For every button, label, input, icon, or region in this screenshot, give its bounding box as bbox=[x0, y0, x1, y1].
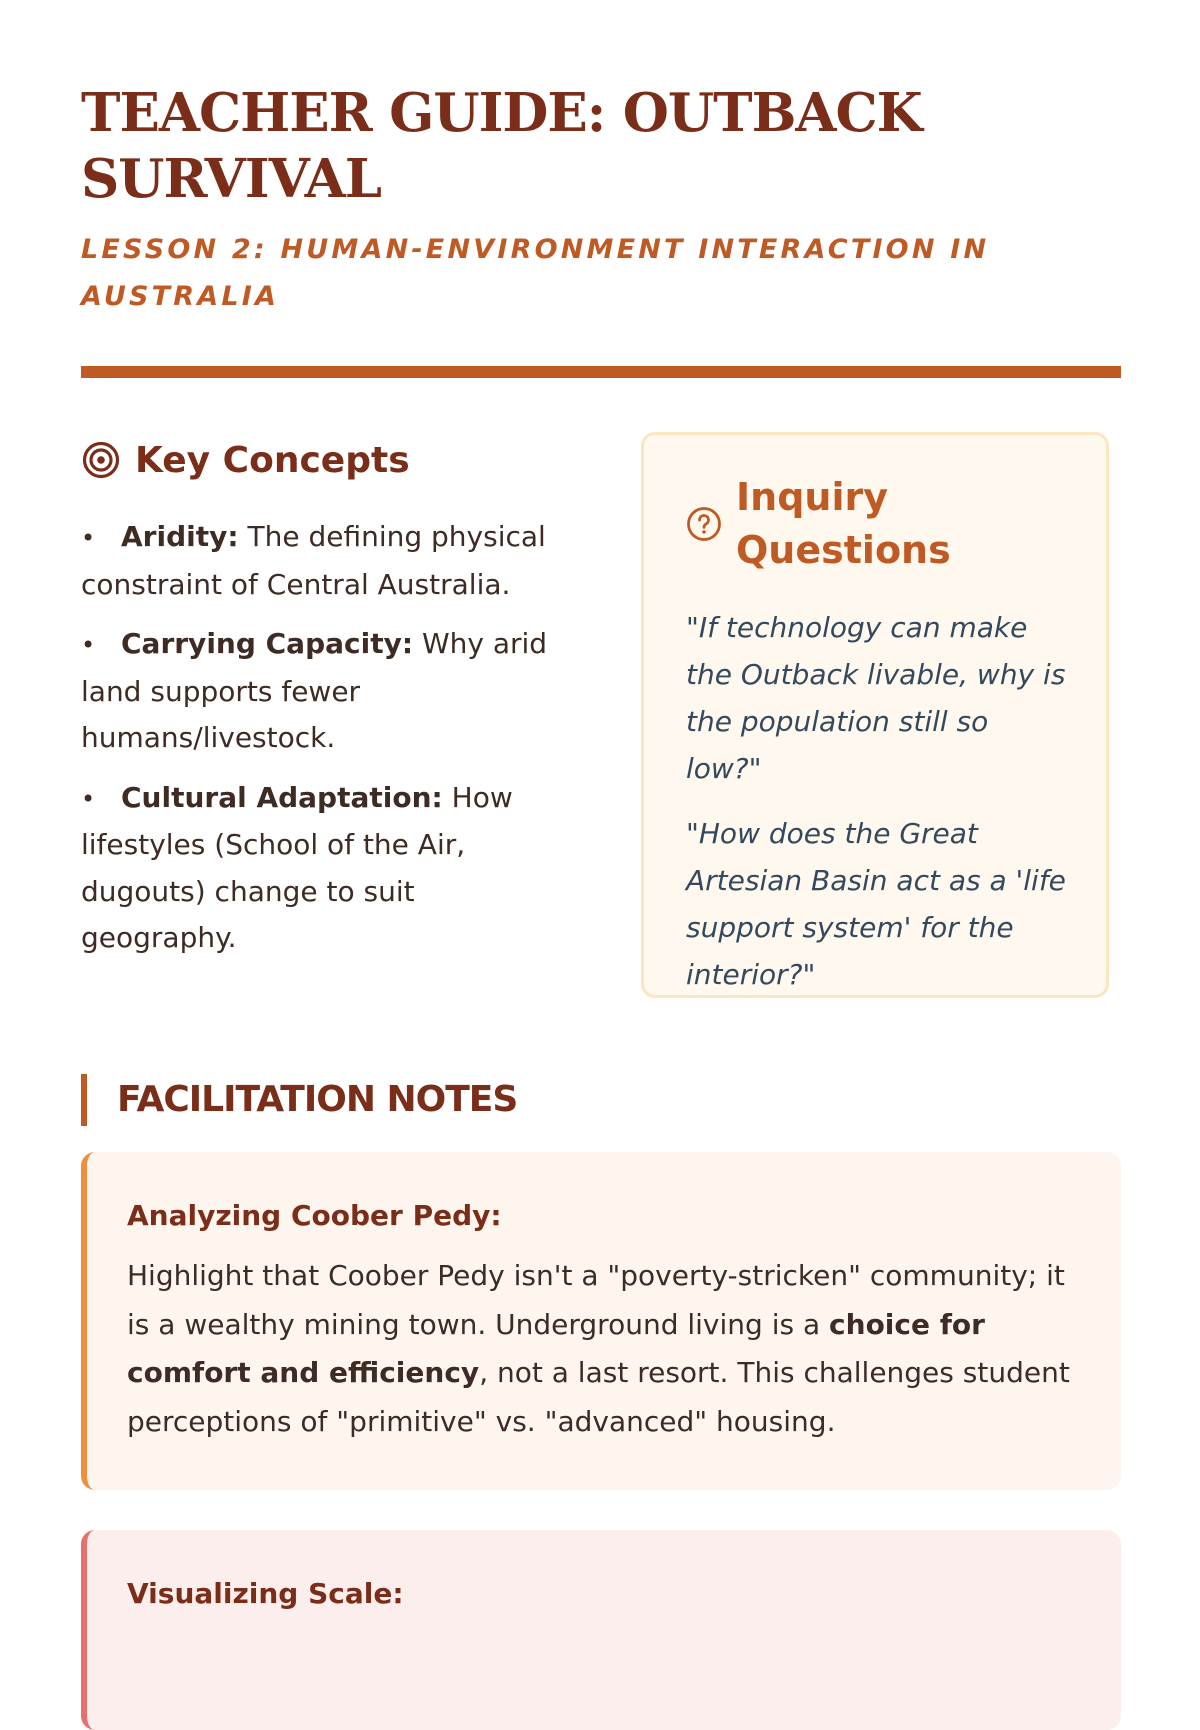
key-concepts-label: Key Concepts bbox=[135, 439, 410, 481]
key-concepts-heading bbox=[81, 432, 551, 488]
concept-item bbox=[81, 775, 551, 962]
concept-text: Why arid land supports fewer humans/livestock. bbox=[81, 627, 548, 754]
lesson-subtitle: LESSON 2: HUMAN-ENVIRONMENT INTERACTION IN AUSTRALIA bbox=[81, 234, 990, 312]
concept-term: Aridity: bbox=[121, 520, 239, 553]
header-divider bbox=[81, 366, 1121, 378]
overview-columns bbox=[81, 432, 1121, 1002]
concept-text: The defining physical constraint of Central Australia. bbox=[81, 520, 546, 601]
teacher-guide-page bbox=[81, 80, 1121, 1730]
concept-text: How lifestyles (School of the Air, dugouts) change to suit geography. bbox=[81, 780, 513, 954]
concept-item bbox=[81, 514, 551, 608]
inquiry-questions-box bbox=[641, 432, 1109, 998]
inquiry-question: "If technology can make the Outback livable, why is the population still so low?" bbox=[686, 611, 1066, 785]
bullet-icon: • bbox=[81, 631, 96, 659]
note-text: Highlight that Coober Pedy isn't a "poverty-stricken" community; it is a wealthy mining town. Underground living is a bbox=[127, 1259, 1065, 1341]
key-concepts-section bbox=[81, 432, 551, 975]
note-card-visualizing-scale bbox=[81, 1530, 1121, 1730]
note-emphasis: choice for comfort and efficiency bbox=[127, 1307, 985, 1389]
page-title: TEACHER GUIDE: OUTBACK SURVIVAL bbox=[81, 82, 922, 210]
inquiry-heading bbox=[686, 471, 1066, 577]
inquiry-question: "How does the Great Artesian Basin act as a 'life support system' for the interior?" bbox=[686, 817, 1066, 991]
note-card-coober-pedy bbox=[81, 1152, 1121, 1490]
inquiry-label: Inquiry Questions bbox=[736, 475, 951, 572]
concept-term: Cultural Adaptation: bbox=[121, 780, 443, 814]
concept-term: Carrying Capacity: bbox=[121, 627, 414, 660]
note-body bbox=[127, 1252, 1081, 1446]
target-icon bbox=[81, 440, 121, 480]
note-title: Analyzing Coober Pedy: bbox=[127, 1199, 502, 1232]
concept-list bbox=[81, 514, 551, 962]
facilitation-notes-heading: FACILITATION NOTES bbox=[81, 1074, 1121, 1126]
concept-item bbox=[81, 621, 551, 762]
bullet-icon: • bbox=[81, 784, 96, 813]
note-text: , not a last resort. This challenges student perceptions of "primitive" vs. "advanced" housing. bbox=[127, 1356, 1070, 1438]
question-circle-icon bbox=[686, 506, 722, 542]
note-title: Visualizing Scale: bbox=[127, 1577, 404, 1610]
bullet-icon: • bbox=[81, 524, 96, 552]
